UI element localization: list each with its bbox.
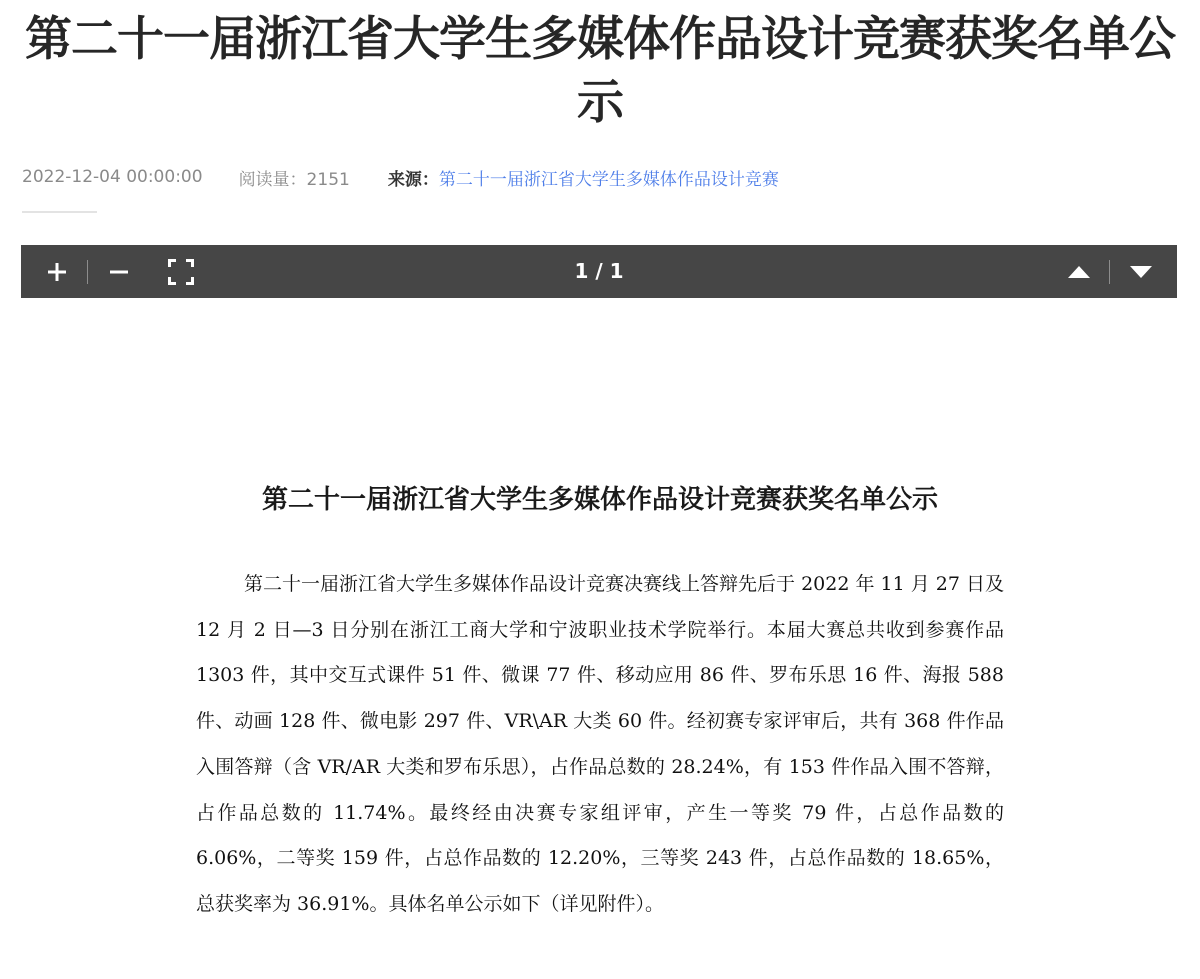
page-indicator: 1 / 1 (574, 259, 624, 283)
next-page-button[interactable] (1121, 245, 1161, 298)
minus-icon (109, 262, 129, 282)
fullscreen-icon (168, 259, 194, 285)
fullscreen-button[interactable] (161, 245, 201, 298)
toolbar-separator (87, 260, 88, 284)
article-meta (22, 164, 779, 190)
view-count: 阅读量：2151 (238, 169, 350, 190)
meta-divider (22, 211, 97, 213)
document-title: 第二十一届浙江省大学生多媒体作品设计竞赛获奖名单公示 (261, 485, 938, 515)
zoom-out-button[interactable] (101, 245, 137, 298)
source-link[interactable]: 第二十一届浙江省大学生多媒体作品设计竞赛 (438, 169, 779, 190)
previous-page-button[interactable] (1059, 245, 1099, 298)
document-paragraph: 第二十一届浙江省大学生多媒体作品设计竞赛决赛线上答辩先后于 2022 年 11 月 27 日及 12 月 2 日—3 日分别在浙江工商大学和宁波职业技术学院举行。本届大赛总共收到参赛作品 1303 件，其中交互式课件 51 件、微课 77 件、移动应用 86 件、罗布乐思 16 件、海报 588 件、动画 128 件、微电影 297 件、VR\AR 大类 60 件。经初赛专家评审后，共有 368 件作品入围答辩（含 VR/AR 大类和罗布乐思），占作品总数的 28.24%，有 153 件作品入围不答辩，占作品总数的 11.74%。最终经由决赛专家组评审，产生一等奖 79 件，占总作品数的 6.06%，二等奖 159 件，占总作品数的 12.20%，三等奖 243 件，占总作品数的 18.65%，总获奖率为 36.91%。具体名单公示如下（详见附件）。 (196, 573, 1004, 915)
plus-icon (47, 262, 67, 282)
pdf-viewer-toolbar (21, 245, 1177, 298)
publish-date: 2022-12-04 00:00:00 (22, 167, 203, 187)
zoom-in-button[interactable] (39, 245, 75, 298)
source-label: 来源： (387, 169, 439, 190)
toolbar-separator (1109, 260, 1110, 284)
page-title: 第二十一届浙江省大学生多媒体作品设计竞赛获奖名单公示 (25, 12, 1175, 130)
triangle-up-icon (1067, 265, 1091, 279)
triangle-down-icon (1129, 265, 1153, 279)
